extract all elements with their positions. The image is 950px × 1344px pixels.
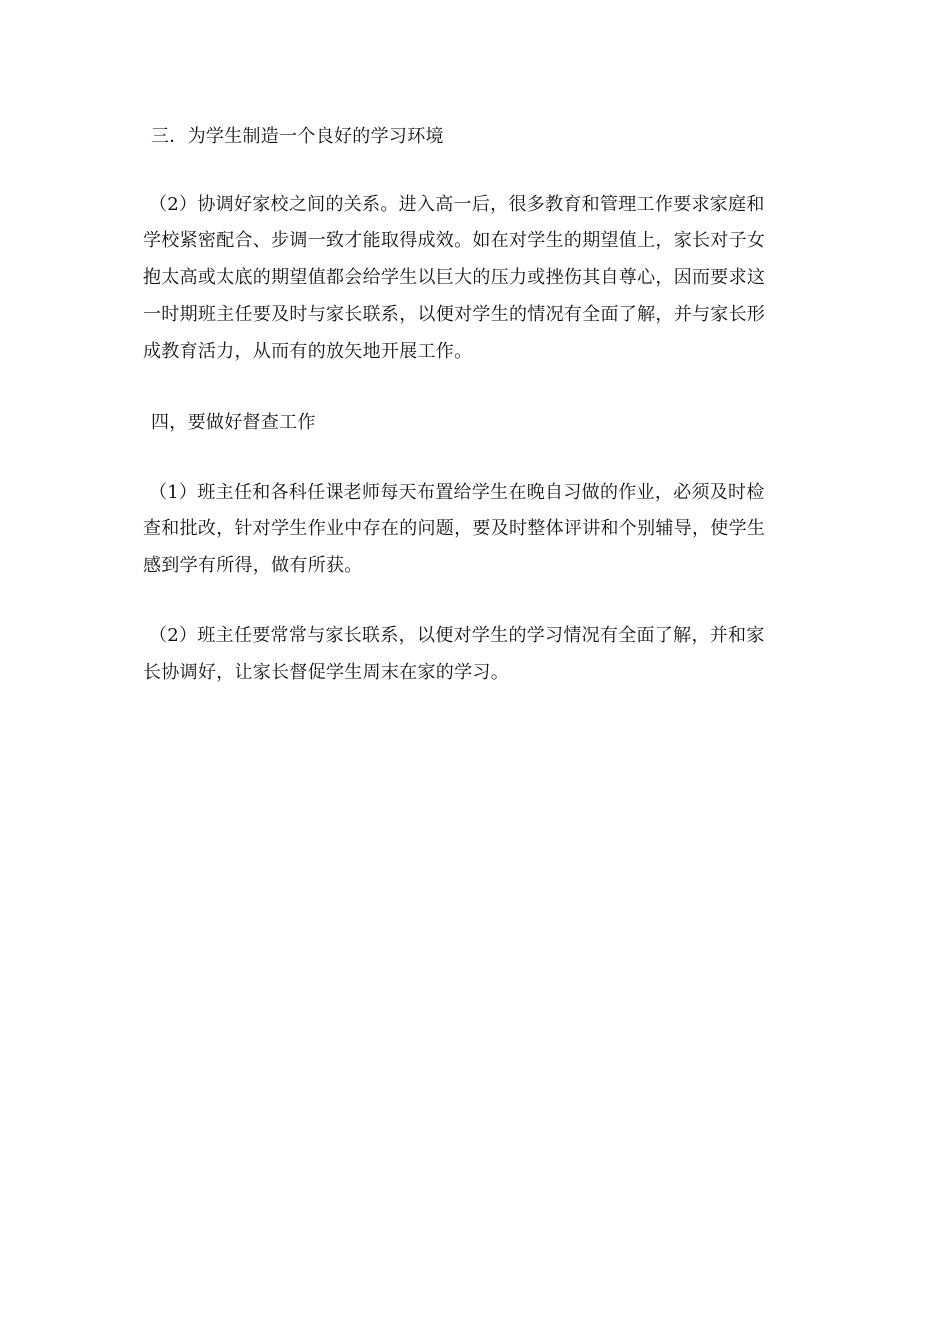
paragraph-line: 抱太高或太底的期望值都会给学生以巨大的压力或挫伤其自尊心，因而要求这	[143, 267, 766, 288]
paragraph-line: 成教育活力，从而有的放矢地开展工作。	[143, 341, 473, 362]
paragraph-line: 一时期班主任要及时与家长联系，以便对学生的情况有全面了解，并与家长形	[143, 304, 766, 325]
paragraph-line: 学校紧密配合、步调一致才能取得成效。如在对学生的期望值上，家长对子女	[143, 230, 766, 251]
paragraph-line: （1）班主任和各科任课老师每天布置给学生在晚自习做的作业，必须及时检	[149, 482, 765, 503]
section-3-heading: 三．为学生制造一个良好的学习环境	[151, 126, 444, 147]
paragraph-line: 查和批改，针对学生作业中存在的问题，要及时整体评讲和个别辅导，使学生	[143, 518, 766, 539]
paragraph-line: （2）协调好家校之间的关系。进入高一后，很多教育和管理工作要求家庭和	[149, 194, 765, 215]
paragraph-line: 感到学有所得，做有所获。	[143, 555, 363, 576]
paragraph-line: （2）班主任要常常与家长联系，以便对学生的学习情况有全面了解，并和家	[149, 625, 765, 646]
paragraph-line: 长协调好，让家长督促学生周末在家的学习。	[143, 662, 509, 683]
section-4-heading: 四，要做好督查工作	[151, 412, 316, 433]
